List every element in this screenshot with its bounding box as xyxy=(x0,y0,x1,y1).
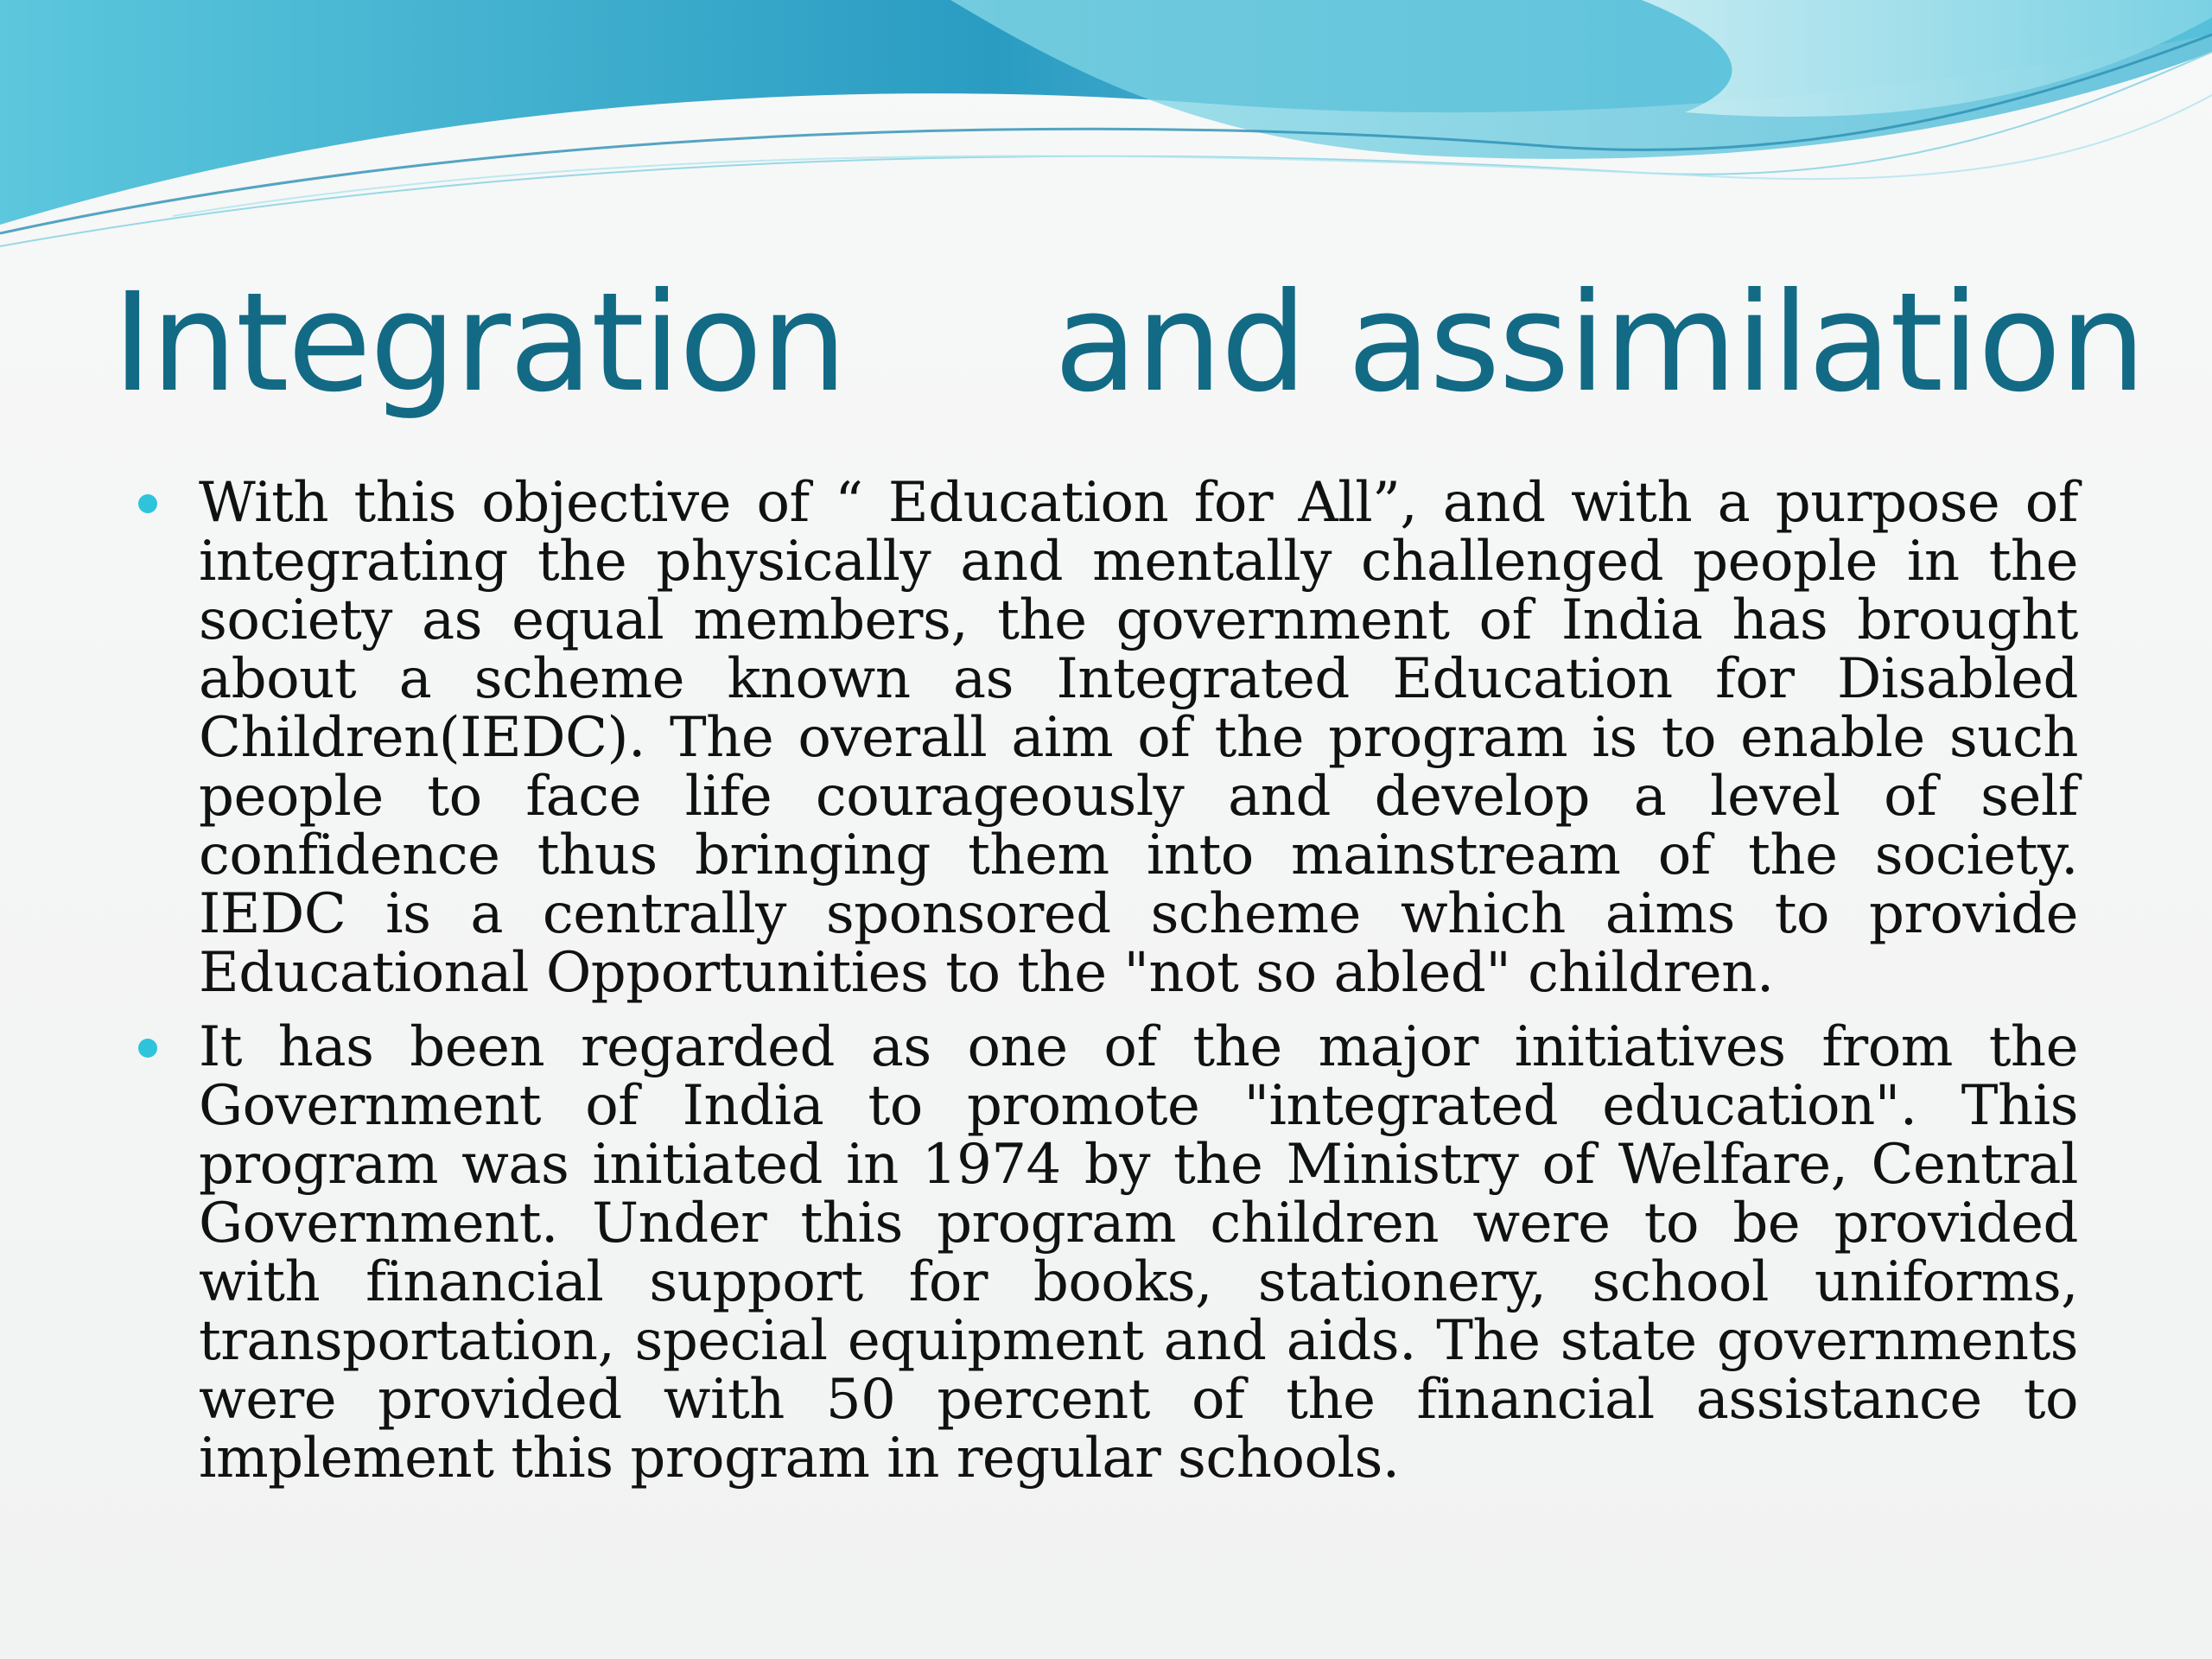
bullet-dot-icon xyxy=(138,494,157,513)
decorative-wave-header xyxy=(0,0,2212,276)
bullet-item xyxy=(199,471,2078,1005)
bullet-dot-icon xyxy=(138,1039,157,1058)
bullet-list xyxy=(199,471,2078,1503)
bullet-text: It has been regarded as one of the major initiatives from the Government of India to promote "integrated education". This program was initiated in 1974 by the Ministry of Welfare, Central Government. Under this program children were to be provided with financial support for books, stationery, school uniforms, transportation, special equipment and aids. The state governments were provided with 50 percent of the financial assistance to implement this program in regular schools. xyxy=(199,1015,2078,1491)
slide-title: Integration and assimilation xyxy=(112,264,2145,423)
bullet-text: With this objective of “ Education for All”, and with a purpose of integrating the physically and mentally challenged people in the society as equal members, the government of India has brought about a scheme known as Integrated Education for Disabled Children(IEDC). The overall aim of the program is to enable such people to face life courageously and develop a level of self confidence thus bringing them into mainstream of the society. IEDC is a centrally sponsored scheme which aims to provide Educational Opportunities to the "not so abled" children. xyxy=(199,471,2078,1005)
bullet-item xyxy=(199,1015,2078,1491)
